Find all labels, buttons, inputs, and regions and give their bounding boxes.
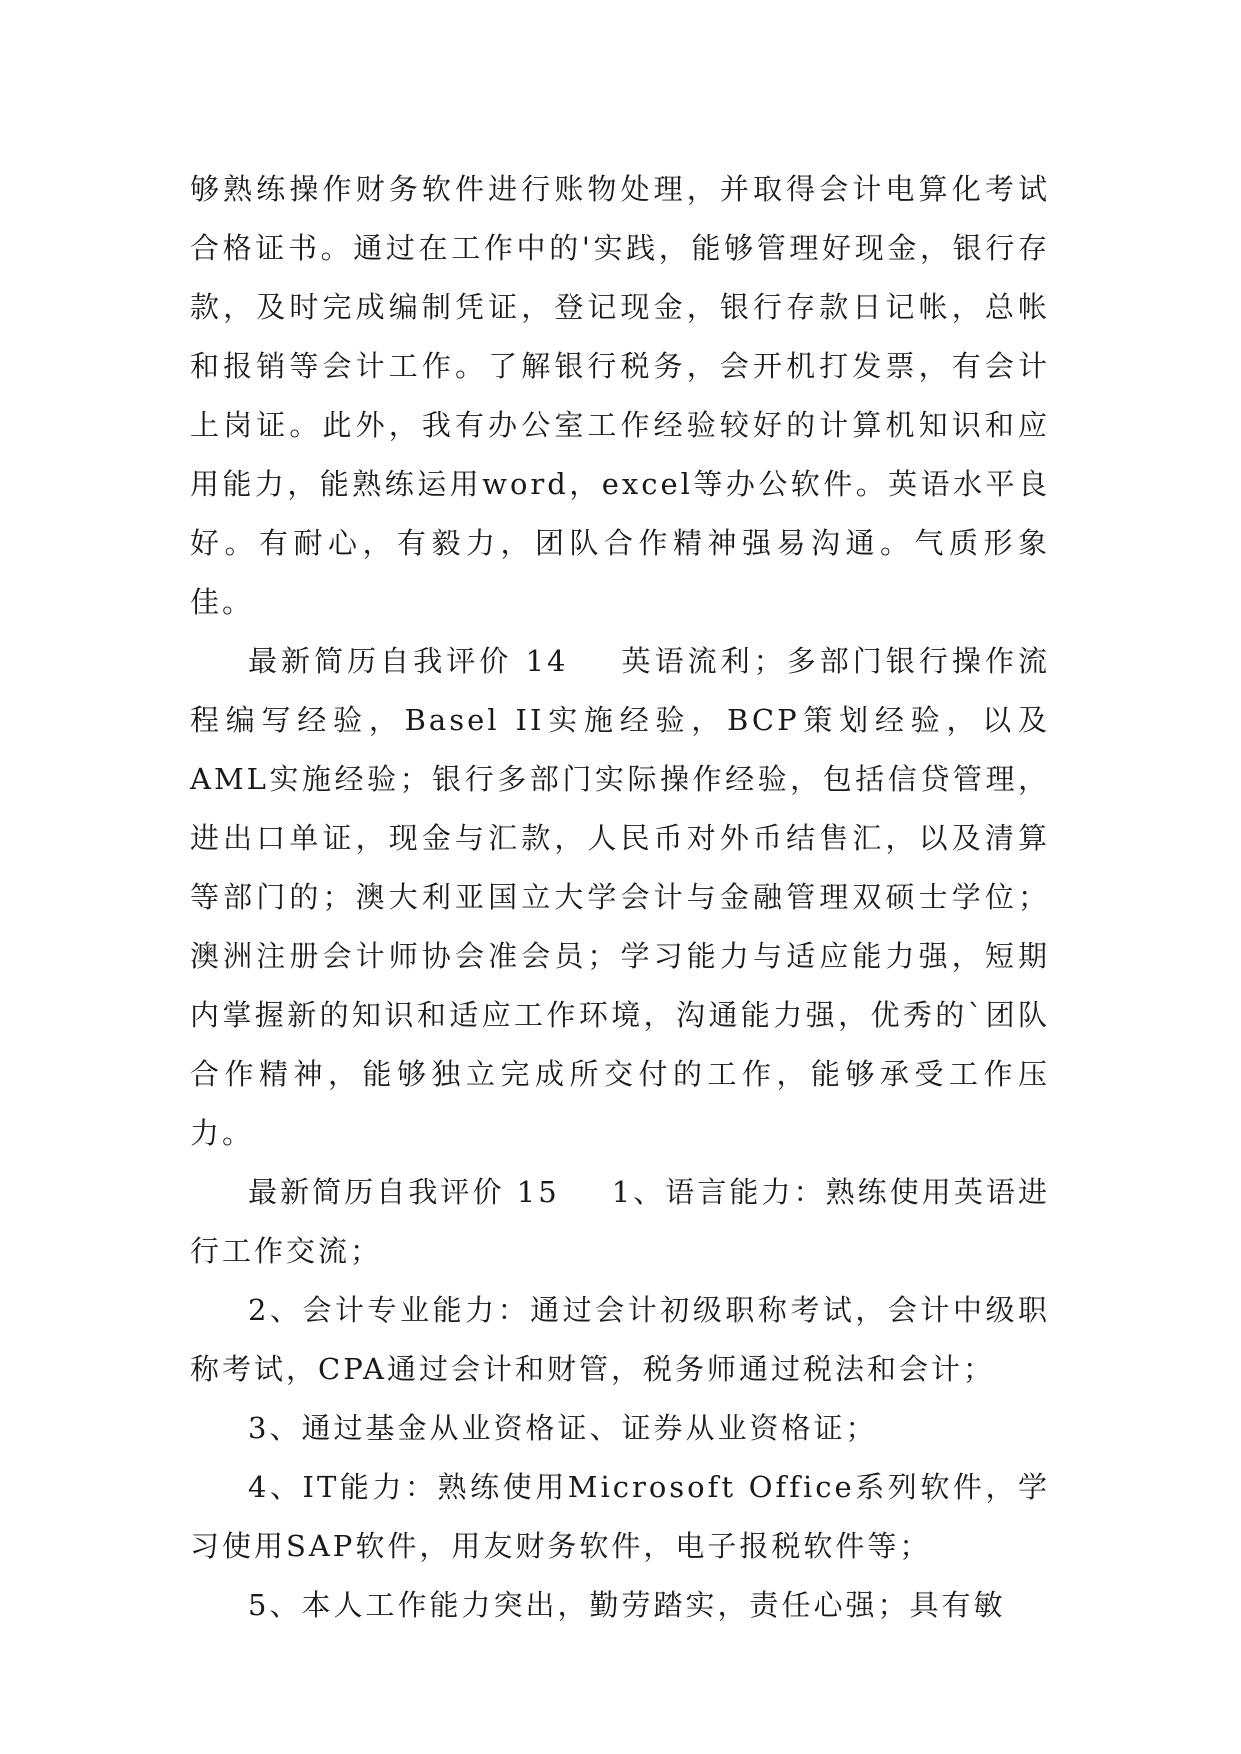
paragraph-2-text: 英语流利；多部门银行操作流程编写经验，Basel II实施经验，BCP策划经验，以及AML实施经验；银行多部门实际操作经验，包括信贷管理，进出口单证，现金与汇款，人民币对外币结售汇，以及清算等部门的；澳大利亚国立大学会计与金融管理双硕士学位；澳洲注册会计师协会准会员；学习能力与适应能力强，短期内掌握新的知识和适应工作环境，沟通能力强，优秀的`团队合作精神，能够独立完成所交付的工作，能够承受工作压力。: [190, 644, 1050, 1150]
paragraph-5-text: 3、通过基金从业资格证、证券从业资格证；: [248, 1411, 878, 1445]
paragraph-3-text: 1、语言能力：熟练使用英语进行工作交流；: [190, 1175, 1050, 1268]
section-heading-15: 最新简历自我评价 15: [248, 1175, 560, 1209]
paragraph-1: [190, 160, 1050, 632]
paragraph-4: [190, 1281, 1050, 1399]
paragraph-1-text: 够熟练操作财务软件进行账物处理，并取得会计电算化考试合格证书。通过在工作中的'实践，能够管理好现金，银行存款，及时完成编制凭证，登记现金，银行存款日记帐，总帐和报销等会计工作。了解银行税务，会开机打发票，有会计上岗证。此外，我有办公室工作经验较好的计算机知识和应用能力，能熟练运用word，excel等办公软件。英语水平良好。有耐心，有毅力，团队合作精神强易沟通。气质形象佳。: [190, 172, 1050, 619]
paragraph-6: [190, 1458, 1050, 1576]
paragraph-7: [190, 1576, 1050, 1635]
paragraph-3: [190, 1163, 1050, 1281]
paragraph-2: [190, 632, 1050, 1163]
document-body: [190, 160, 1050, 1635]
paragraph-6-text: 4、IT能力：熟练使用Microsoft Office系列软件，学习使用SAP软件，用友财务软件，电子报税软件等；: [190, 1470, 1050, 1563]
section-heading-14: 最新简历自我评价 14: [248, 644, 569, 678]
paragraph-4-text: 2、会计专业能力：通过会计初级职称考试，会计中级职称考试，CPA通过会计和财管，税务师通过税法和会计；: [190, 1293, 1050, 1386]
paragraph-7-text: 5、本人工作能力突出，勤劳踏实，责任心强；具有敏: [248, 1588, 1006, 1622]
paragraph-5: [190, 1399, 1050, 1458]
